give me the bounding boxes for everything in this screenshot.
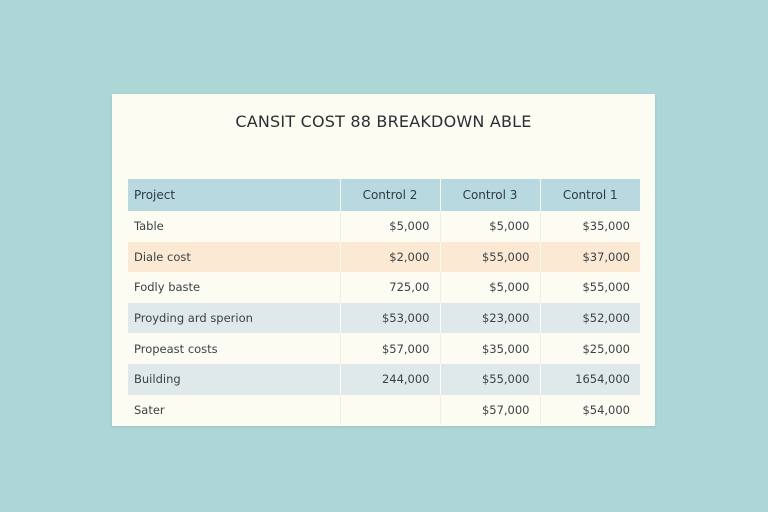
- table-title: CANSIT COST 88 BREAKDOWN ABLE: [235, 112, 532, 131]
- row-label: Building: [128, 364, 340, 395]
- cost-breakdown-table: [128, 179, 640, 425]
- table-row: [128, 333, 640, 364]
- row-label: Table: [128, 211, 340, 242]
- cell-value: 1654,000: [575, 372, 630, 387]
- column-header-control-2: Control 2: [340, 179, 440, 211]
- cell-value: $57,000: [340, 333, 440, 364]
- table-row: [128, 242, 640, 273]
- cell-value: 725,00: [340, 272, 440, 303]
- cell-value: $52,000: [582, 311, 630, 326]
- table-row: [128, 211, 640, 242]
- cell-value: $5,000: [440, 211, 540, 242]
- table-header-row: [128, 179, 640, 211]
- cell-value: $57,000: [440, 395, 540, 426]
- cell-value: $35,000: [582, 219, 630, 234]
- cell-value: $5,000: [340, 211, 440, 242]
- cell-value: [340, 395, 440, 426]
- cell-value: $55,000: [440, 242, 540, 273]
- cell-value: $55,000: [440, 364, 540, 395]
- column-header-control-3: Control 3: [440, 179, 540, 211]
- row-label: Proyding ard sperion: [128, 303, 340, 334]
- column-header-control-1: Control 1: [562, 188, 618, 202]
- cell-value: $23,000: [440, 303, 540, 334]
- cell-value: $2,000: [340, 242, 440, 273]
- cell-value: $55,000: [582, 280, 630, 295]
- column-header-project: Project: [128, 179, 340, 211]
- table-row: [128, 272, 640, 303]
- row-label: Propeast costs: [128, 333, 340, 364]
- cell-value: $54,000: [582, 402, 630, 417]
- cell-value: $37,000: [582, 249, 630, 264]
- table-row: [128, 303, 640, 334]
- cost-breakdown-card: [112, 94, 655, 426]
- table-row: [128, 395, 640, 426]
- row-label: Fodly baste: [128, 272, 340, 303]
- cell-value: $35,000: [440, 333, 540, 364]
- row-label: Sater: [128, 395, 340, 426]
- row-label: Diale cost: [128, 242, 340, 273]
- cell-value: $25,000: [582, 341, 630, 356]
- table-row: [128, 364, 640, 395]
- cell-value: $53,000: [340, 303, 440, 334]
- cell-value: $5,000: [440, 272, 540, 303]
- cell-value: 244,000: [340, 364, 440, 395]
